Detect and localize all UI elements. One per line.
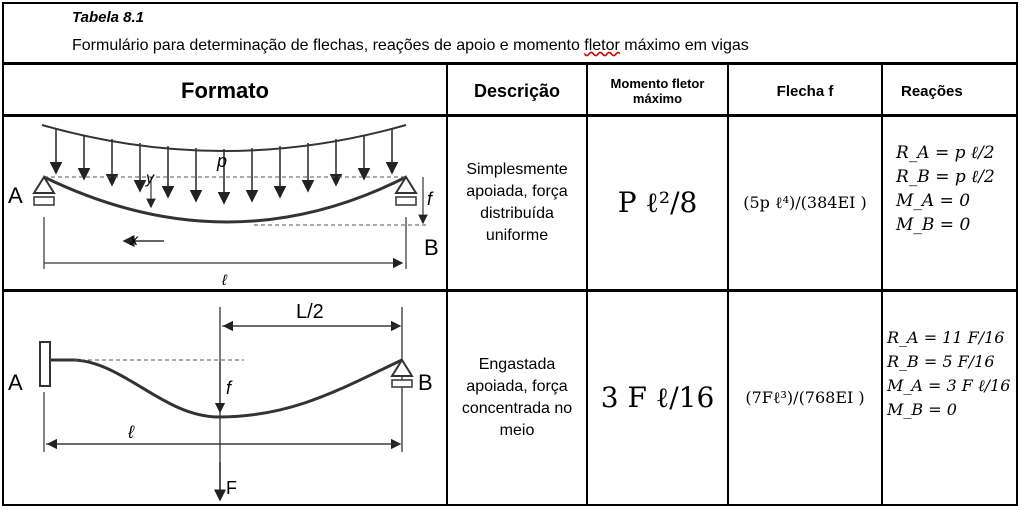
row2-deflection: (7Fℓ³)/(768EI ) bbox=[745, 388, 865, 407]
reaction-line: M_A = 0 bbox=[896, 191, 971, 211]
label-b: B bbox=[418, 370, 433, 395]
reaction-line: M_B = 0 bbox=[896, 215, 971, 235]
reaction-line: M_B = 0 bbox=[887, 400, 957, 419]
header-reacoes: Reações bbox=[901, 82, 963, 100]
beam-diagram-fixed-supported bbox=[4, 292, 446, 504]
header-descricao: Descrição bbox=[473, 80, 561, 101]
label-b: B bbox=[424, 235, 439, 260]
row2-reactions bbox=[887, 326, 1010, 422]
row1-description: Simplesmente apoiada, força distribuída uniforme bbox=[466, 161, 568, 244]
header-formato: Formato bbox=[181, 78, 269, 103]
label-y: y bbox=[146, 170, 154, 187]
reaction-line: R_B = p ℓ/2 bbox=[896, 167, 995, 187]
caption-subtitle bbox=[72, 37, 749, 55]
label-p: p bbox=[217, 151, 228, 171]
reaction-line: R_B = 5 F/16 bbox=[887, 352, 995, 371]
label-force: F bbox=[226, 478, 237, 498]
reaction-line: M_A = 3 F ℓ/16 bbox=[887, 376, 1011, 395]
column-divider bbox=[881, 64, 883, 506]
row1-reactions bbox=[896, 141, 995, 237]
label-f: f bbox=[427, 189, 433, 209]
row2-moment: 3 F ℓ/16 bbox=[600, 381, 715, 414]
caption-subtitle-part1: Formulário para determinação de flechas, reações de apoio e momento bbox=[72, 37, 585, 54]
row2-description: Engastada apoiada, força concentrada no meio bbox=[461, 356, 573, 439]
label-half-span: L/2 bbox=[296, 301, 324, 323]
label-f: f bbox=[226, 378, 232, 398]
row1-deflection: (5p ℓ⁴)/(384EI ) bbox=[743, 193, 867, 212]
label-l: ℓ bbox=[222, 272, 227, 289]
label-a: A bbox=[8, 183, 23, 208]
label-x: x bbox=[130, 232, 138, 249]
caption-title: Tabela 8.1 bbox=[72, 9, 144, 26]
label-a: A bbox=[8, 370, 23, 395]
beam-diagram-simply-supported bbox=[4, 117, 446, 289]
caption-subtitle-underlined: fletor bbox=[584, 37, 620, 54]
label-l: ℓ bbox=[128, 422, 134, 442]
caption-subtitle-part2: máximo em vigas bbox=[619, 37, 749, 54]
reaction-line: R_A = p ℓ/2 bbox=[896, 143, 995, 163]
reaction-line: R_A = 11 F/16 bbox=[887, 328, 1005, 347]
header-flecha: Flecha f bbox=[776, 82, 834, 100]
header-momento: Momento fletor máximo bbox=[610, 76, 705, 106]
table-caption bbox=[2, 2, 1018, 65]
row1-moment: P ℓ²/8 bbox=[617, 186, 698, 219]
